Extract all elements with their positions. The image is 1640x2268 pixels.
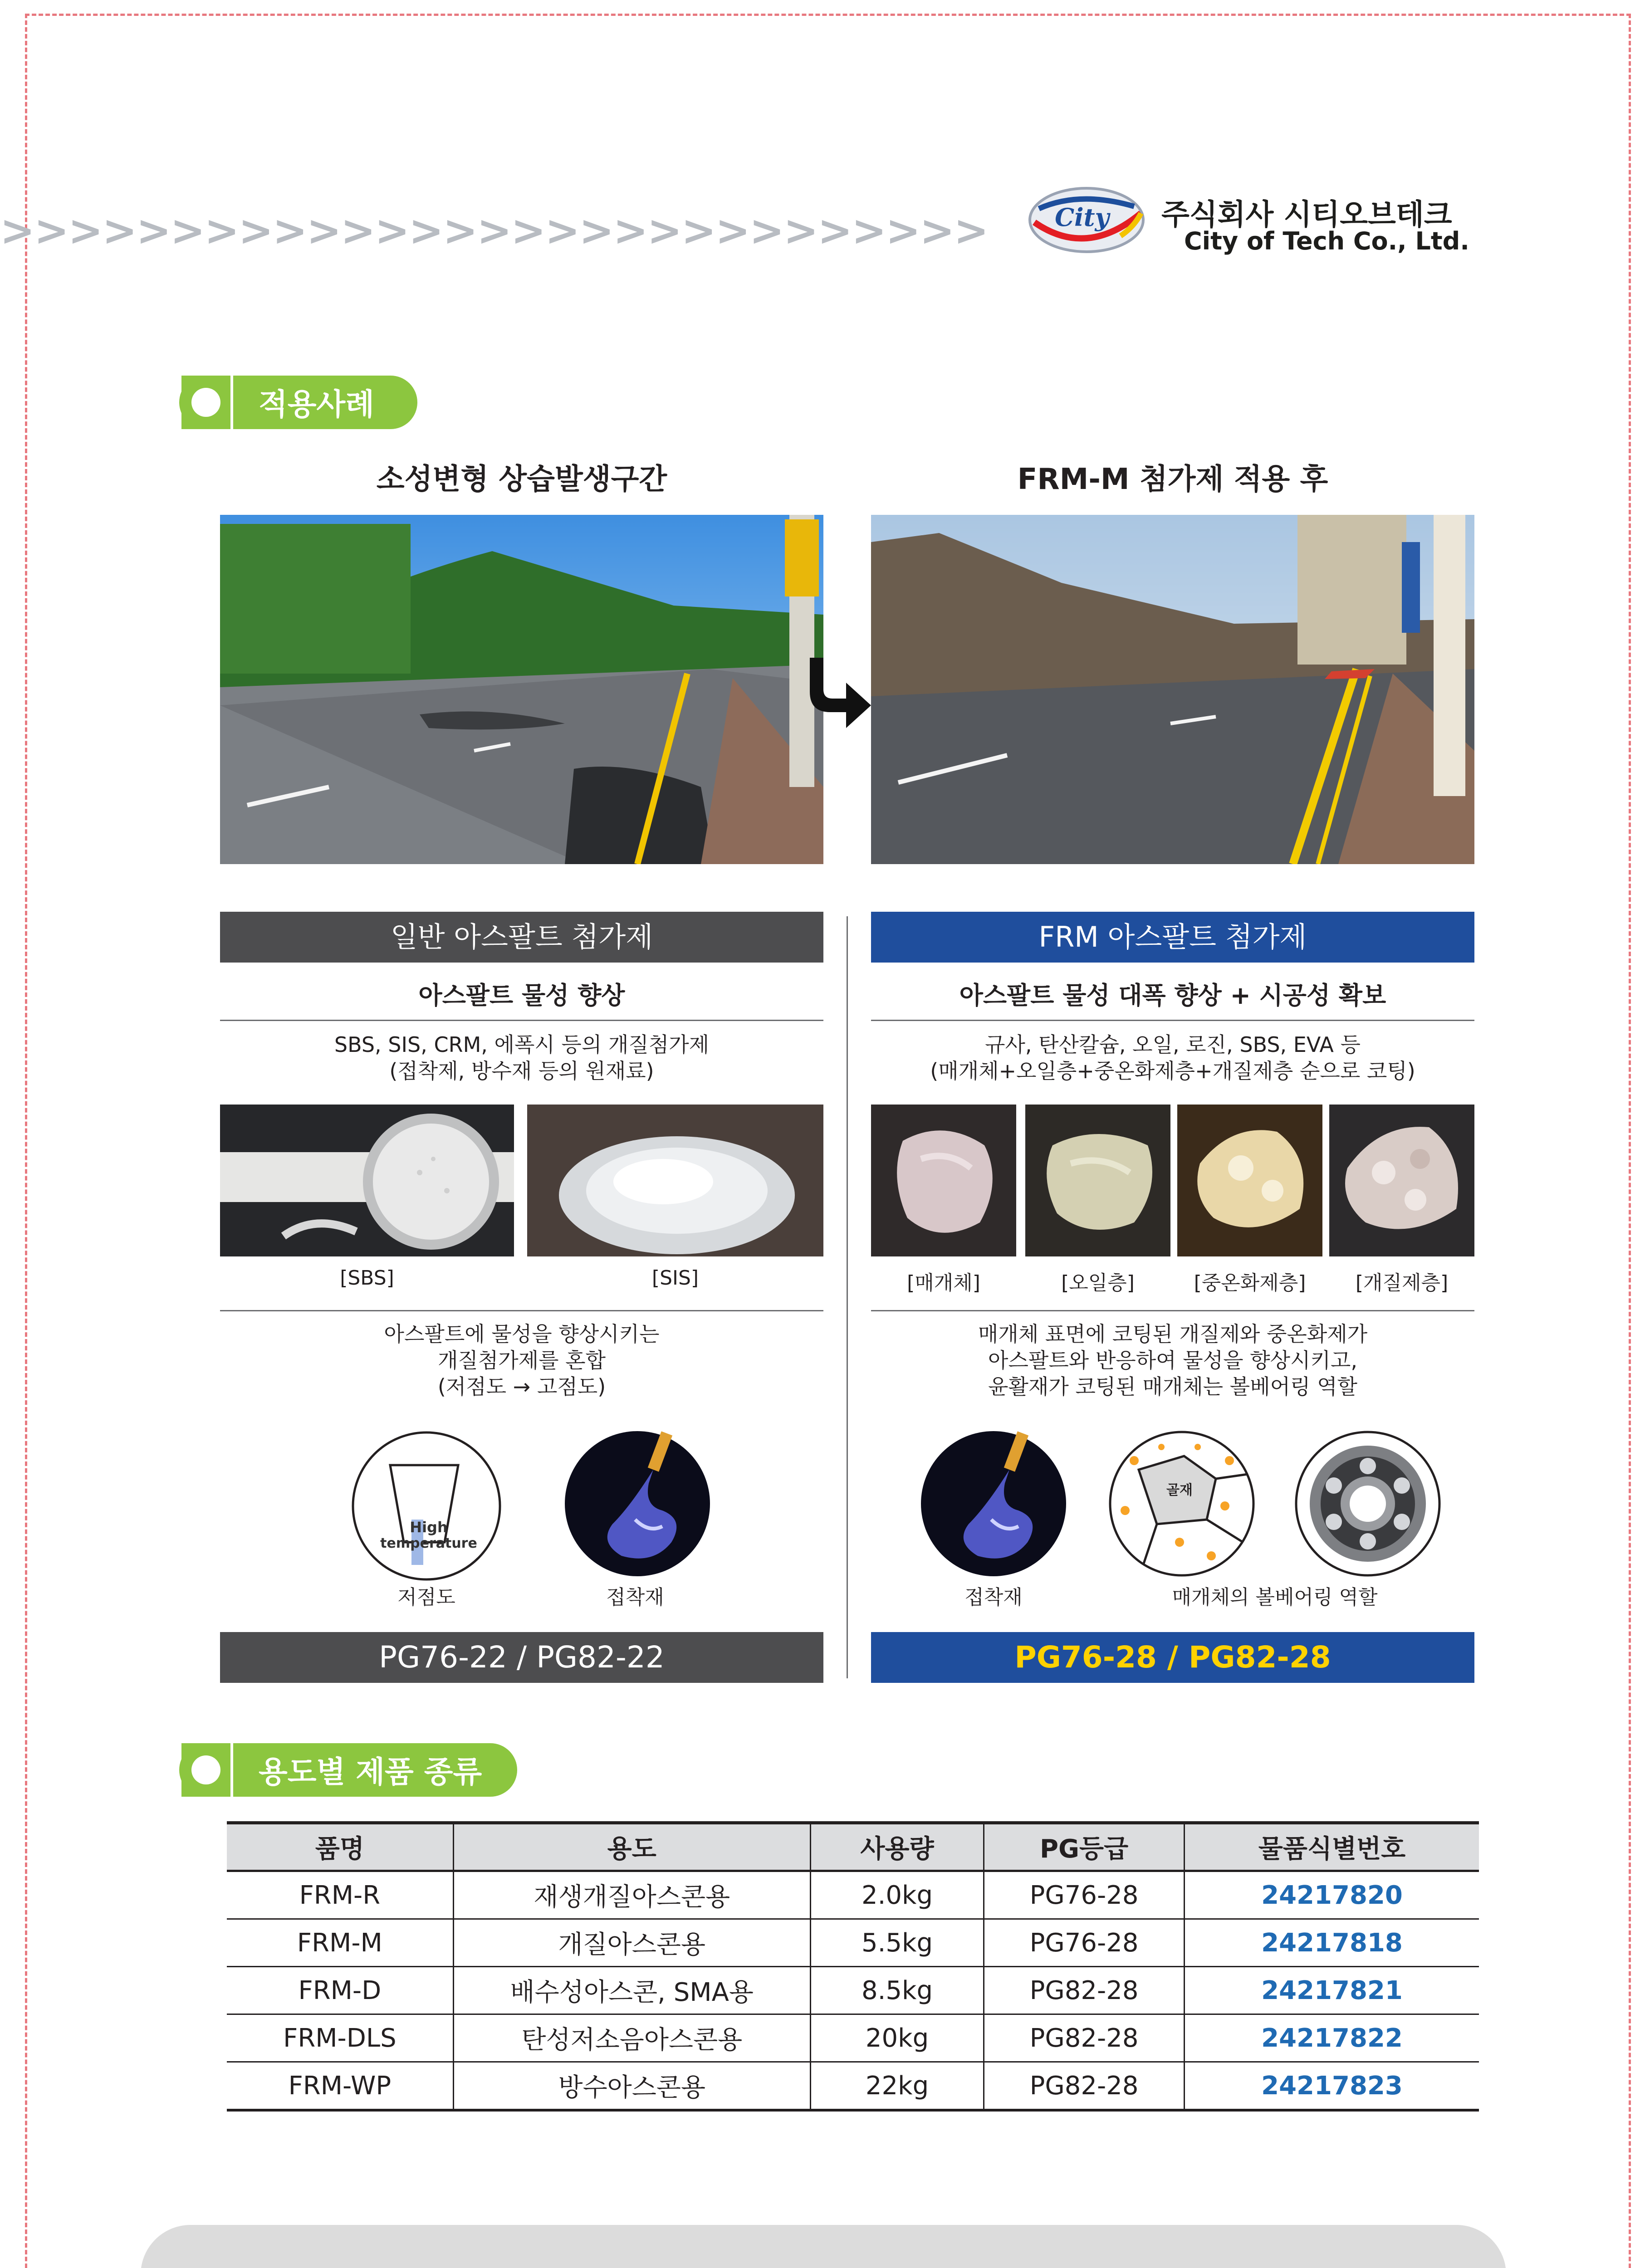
product-id: 24217823 (1184, 2062, 1479, 2111)
divider (220, 1020, 823, 1021)
divider (220, 1310, 823, 1311)
column-header: 용도 (453, 1823, 810, 1871)
product-name: FRM-DLS (227, 2014, 453, 2062)
ball-bearing-icon (1293, 1429, 1443, 1579)
section-title: 용도별 제품 종류 (259, 1755, 482, 1789)
adhesive-caption: 접착재 (964, 1586, 1023, 1609)
column-header: 품명 (227, 1823, 453, 1871)
temperature-label: temperature (380, 1535, 477, 1551)
pill-dot-icon (191, 1755, 220, 1784)
page-border-left (25, 14, 27, 2268)
column-header: 사용량 (810, 1823, 984, 1871)
oil-layer-image (1025, 1105, 1170, 1256)
frm-additive-bar: FRM 아스팔트 첨가제 (871, 912, 1474, 963)
chevron-decoration: >>>>>>>>>>>>>>>>>>>>>>>>>>>>> (0, 206, 988, 255)
page-border-right (1629, 14, 1631, 2268)
pill-divider (230, 1743, 233, 1797)
before-heading: 소성변형 상습발생구간 (376, 463, 667, 496)
product-name: FRM-WP (227, 2062, 453, 2111)
pouring-beaker-icon (349, 1429, 504, 1583)
product-usage: 배수성아스콘, SMA용 (453, 1967, 810, 2014)
frm-mix-line1: 매개체 표면에 코팅된 개질제와 중온화제가 (978, 1322, 1368, 1346)
product-grade: PG82-28 (984, 2062, 1185, 2111)
general-subtitle: 아스팔트 물성 향상 (418, 981, 625, 1010)
frm-mix-line3: 윤활재가 코팅된 매개체는 볼베어링 역할 (988, 1374, 1357, 1399)
product-id: 24217822 (1184, 2014, 1479, 2062)
adhesive-icon (563, 1429, 712, 1579)
product-usage: 재생개질아스콘용 (453, 1871, 810, 1919)
product-amount: 20kg (810, 2014, 984, 2062)
product-usage: 개질아스콘용 (453, 1919, 810, 1967)
product-name: FRM-D (227, 1967, 453, 2014)
frm-desc-line1: 규사, 탄산칼슘, 오일, 로진, SBS, EVA 등 (985, 1032, 1361, 1057)
adhesive-icon (919, 1429, 1068, 1579)
product-amount: 22kg (810, 2062, 984, 2111)
frm-desc-line2: (매개체+오일층+중온화제층+개질제층 순으로 코팅) (930, 1059, 1415, 1083)
product-grade: PG76-28 (984, 1919, 1185, 1967)
modifier-layer-image (1329, 1105, 1474, 1256)
table-header-row (227, 1823, 1479, 1871)
product-id: 24217821 (1184, 1967, 1479, 2014)
logo-text: City (1055, 203, 1109, 232)
product-grade: PG82-28 (984, 2014, 1185, 2062)
product-name: FRM-R (227, 1871, 453, 1919)
warm-mix-layer-caption: [중온화제층] (1194, 1271, 1306, 1295)
divider (871, 1310, 1474, 1311)
table-row (227, 1967, 1479, 2014)
arrow-icon (805, 658, 873, 730)
pill-dot-icon (191, 388, 220, 417)
carrier-caption: [매개체] (907, 1271, 980, 1295)
high-label: High (410, 1519, 448, 1536)
product-grade: PG76-28 (984, 1871, 1185, 1919)
column-divider (847, 916, 848, 1678)
ball-bearing-caption: 매개체의 볼베어링 역할 (1172, 1586, 1378, 1609)
divider (871, 1020, 1474, 1021)
after-road-photo (871, 515, 1474, 864)
aggregate-diagram-icon (1107, 1429, 1257, 1579)
general-mix-line2: 개질첨가제를 혼합 (437, 1348, 606, 1373)
column-header: PG등급 (984, 1823, 1185, 1871)
carrier-image (871, 1105, 1016, 1256)
oil-layer-caption: [오일층] (1061, 1271, 1135, 1295)
page-border-top (25, 14, 1631, 16)
table-row (227, 1919, 1479, 1967)
column-header: 물품식별번호 (1184, 1823, 1479, 1871)
after-heading: FRM-M 첨가제 적용 후 (1017, 463, 1328, 496)
product-usage: 방수아스콘용 (453, 2062, 810, 2111)
sis-caption: [SIS] (651, 1266, 699, 1290)
warm-mix-layer-image (1177, 1105, 1322, 1256)
product-name: FRM-M (227, 1919, 453, 1967)
company-name-korean: 주식회사 시티오브테크 (1161, 198, 1452, 232)
pill-divider (230, 376, 233, 429)
table-row (227, 1871, 1479, 1919)
frm-mix-line2: 아스팔트와 반응하여 물성을 향상시키고, (988, 1348, 1357, 1373)
section-title: 적용사례 (259, 387, 375, 422)
table-row (227, 2062, 1479, 2111)
frm-grade-bar: PG76-28 / PG82-28 (871, 1632, 1474, 1683)
general-additive-bar: 일반 아스팔트 첨가제 (220, 912, 823, 963)
company-name-english: City of Tech Co., Ltd. (1184, 227, 1469, 255)
product-usage: 탄성저소음아스콘용 (453, 2014, 810, 2062)
company-logo (1025, 181, 1148, 259)
sbs-caption: [SBS] (340, 1266, 394, 1290)
general-grade-bar: PG76-22 / PG82-22 (220, 1632, 823, 1683)
general-desc-line2: (접착제, 방수재 등의 원재료) (389, 1059, 654, 1083)
low-viscosity-caption: 저점도 (397, 1586, 455, 1609)
product-id: 24217820 (1184, 1871, 1479, 1919)
sbs-image (220, 1105, 514, 1256)
footer-panel (141, 2225, 1506, 2268)
product-amount: 8.5kg (810, 1967, 984, 2014)
product-id: 24217818 (1184, 1919, 1479, 1967)
product-amount: 2.0kg (810, 1871, 984, 1919)
modifier-layer-caption: [개질제층] (1355, 1271, 1449, 1295)
frm-subtitle: 아스팔트 물성 대폭 향상 + 시공성 확보 (959, 981, 1386, 1010)
product-grade: PG82-28 (984, 1967, 1185, 2014)
before-road-photo (220, 515, 823, 864)
adhesive-caption: 접착재 (606, 1586, 664, 1609)
aggregate-label: 골재 (1166, 1482, 1193, 1498)
product-amount: 5.5kg (810, 1919, 984, 1967)
product-table (227, 1821, 1479, 2112)
sis-image (527, 1105, 823, 1256)
general-mix-line3: (저점도 → 고점도) (437, 1374, 606, 1399)
table-row (227, 2014, 1479, 2062)
general-desc-line1: SBS, SIS, CRM, 에폭시 등의 개질첨가제 (334, 1032, 710, 1057)
general-mix-line1: 아스팔트에 물성을 향상시키는 (384, 1322, 660, 1346)
